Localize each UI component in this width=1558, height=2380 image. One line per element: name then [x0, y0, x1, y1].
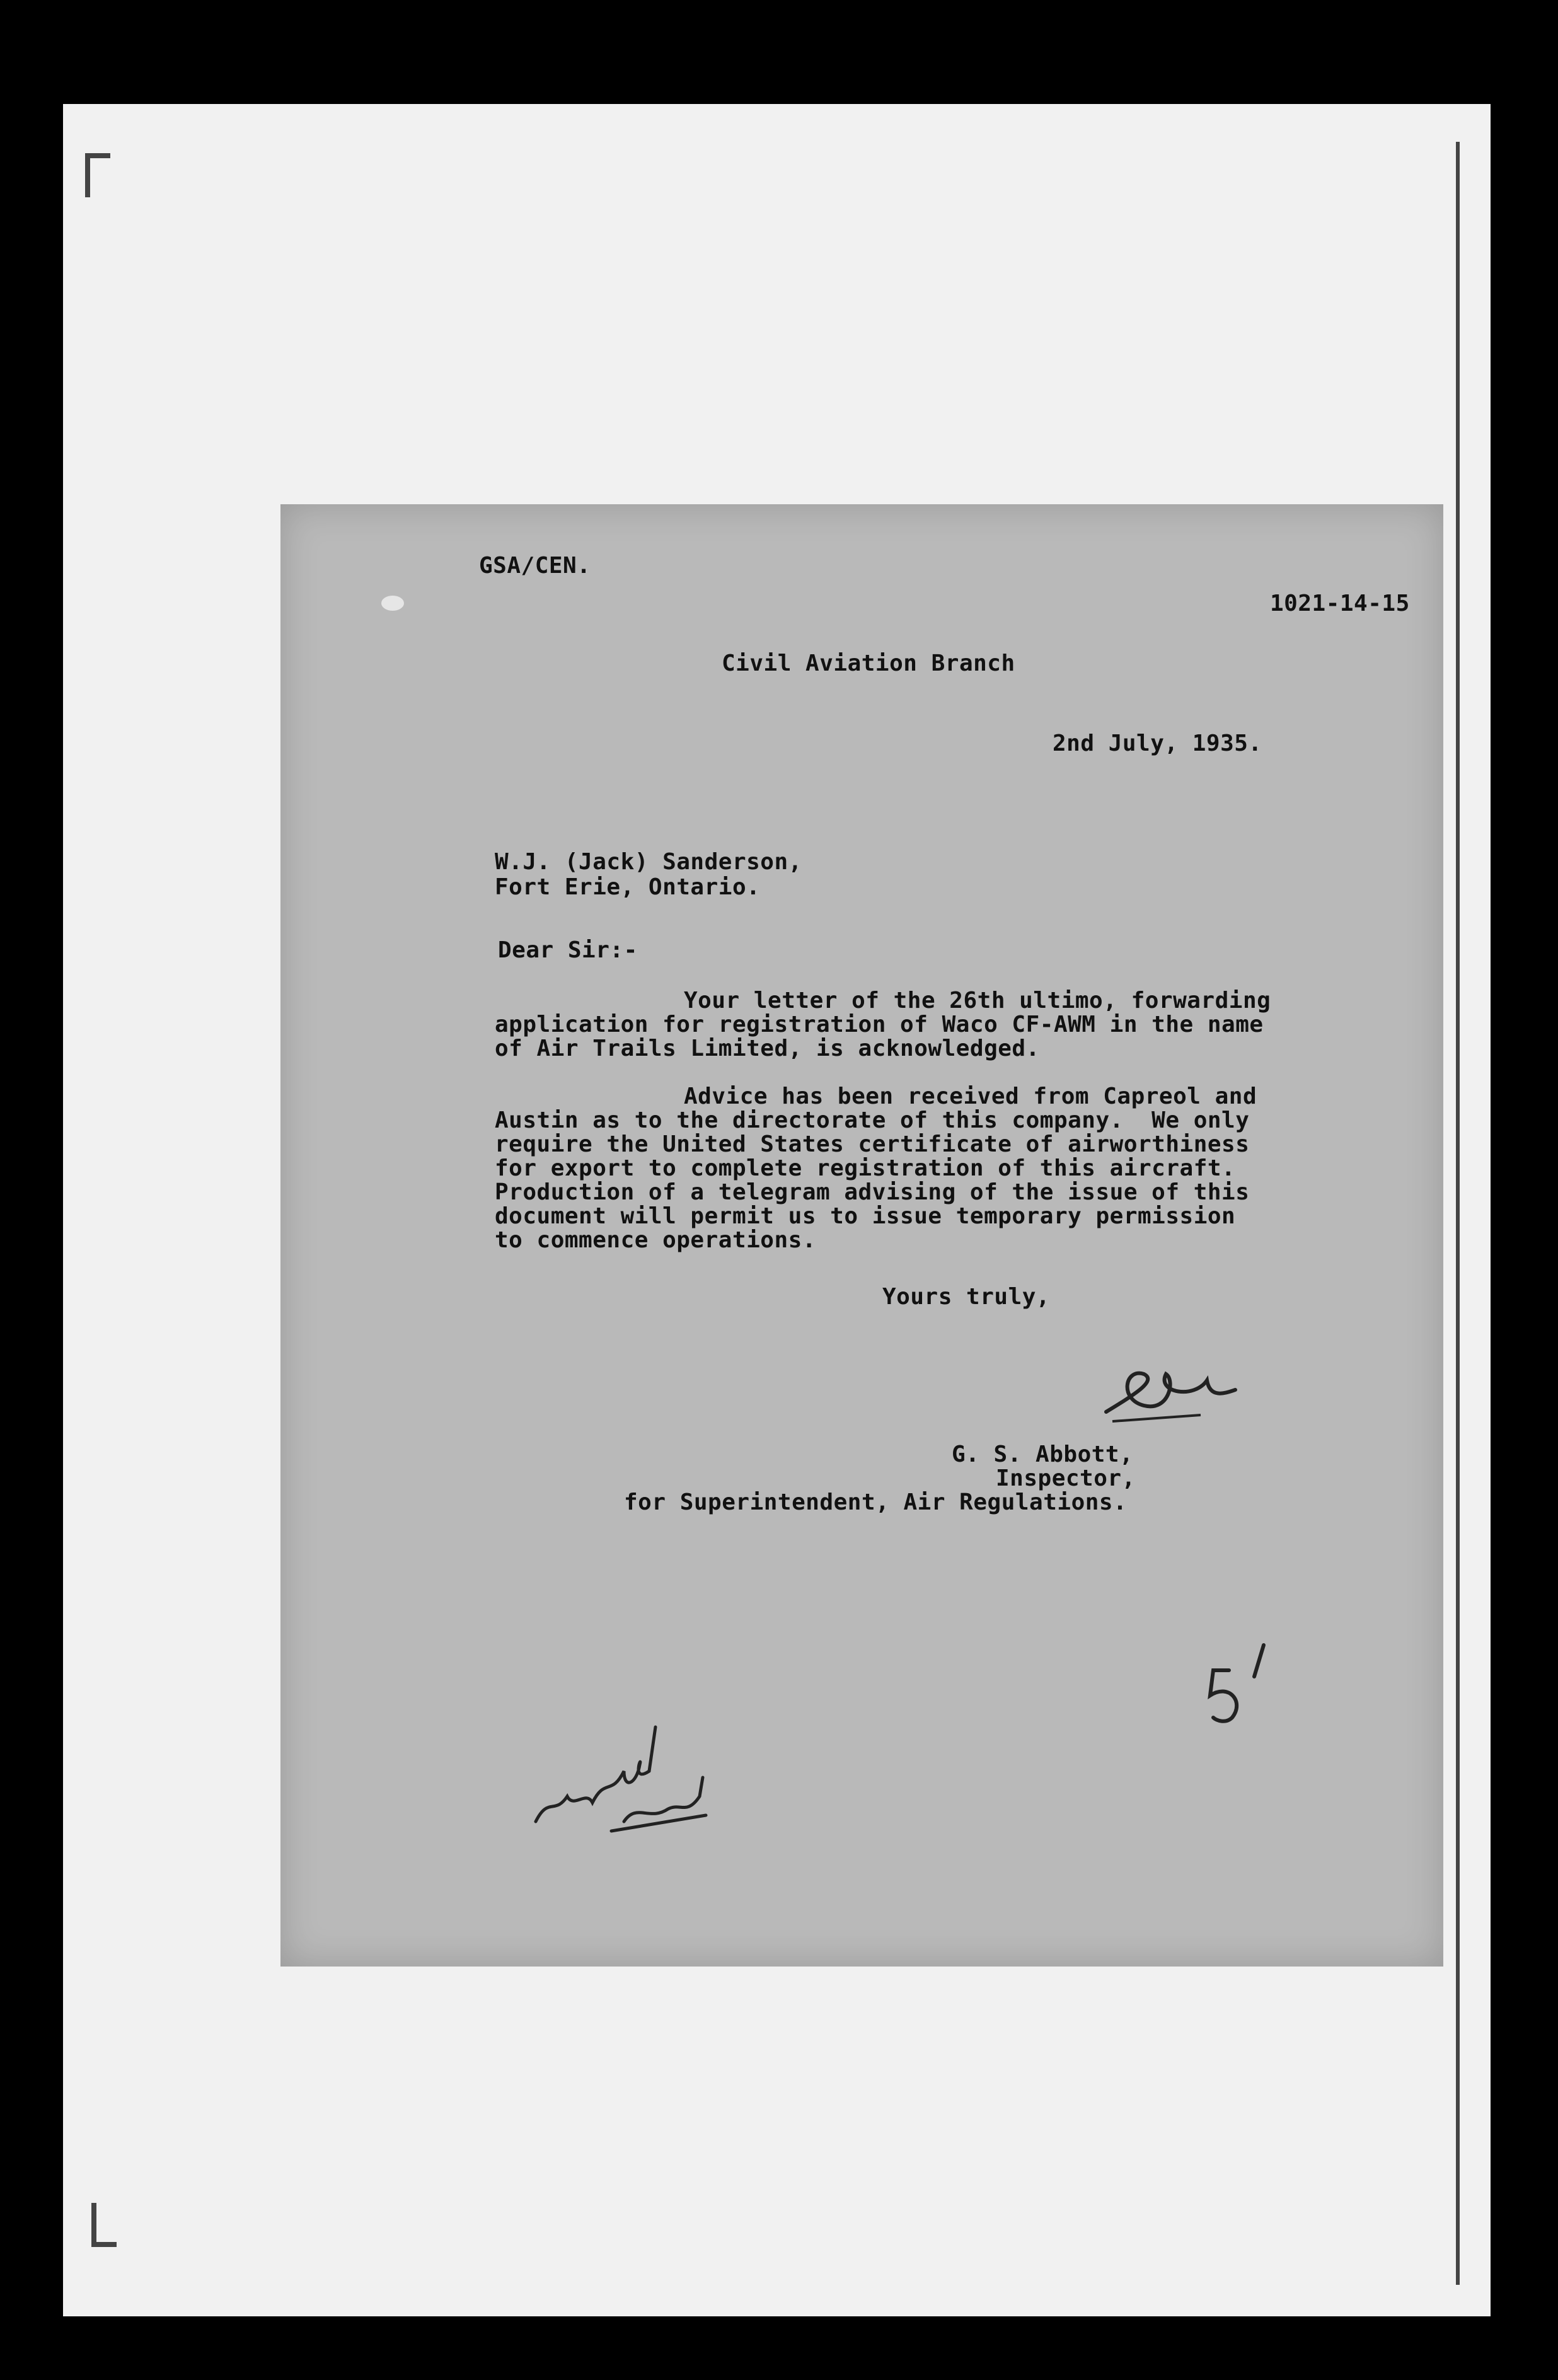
closing: Yours truly,: [882, 1284, 1051, 1310]
salutation: Dear Sir:-: [498, 937, 638, 963]
signature-for: for Superintendent, Air Regulations.: [624, 1489, 1128, 1515]
department-heading: Civil Aviation Branch: [722, 650, 1015, 676]
paragraph2-line-4: for export to complete registration of this aircraft.: [495, 1155, 1236, 1181]
paragraph1-line-1: Your letter of the 26th ultimo, forwarding: [684, 988, 1271, 1014]
addressee-line-2: Fort Erie, Ontario.: [495, 874, 761, 900]
crop-mark-bottom-left: [91, 2203, 96, 2247]
reference-initials: GSA/CEN.: [479, 553, 591, 579]
letter-page: [280, 504, 1443, 1967]
handwritten-signature: [1100, 1355, 1245, 1437]
handwritten-page-number: [1204, 1639, 1292, 1733]
addressee-line-1: W.J. (Jack) Sanderson,: [495, 849, 802, 875]
paragraph2-line-6: document will permit us to issue temporary permission: [495, 1203, 1236, 1229]
letter-date: 2nd July, 1935.: [1053, 731, 1262, 756]
file-number: 1021-14-15: [1270, 591, 1410, 616]
punch-hole: [381, 596, 404, 611]
crop-mark-bottom-left-h: [91, 2242, 117, 2247]
signature-name: G. S. Abbott,: [952, 1441, 1134, 1467]
paragraph1-line-2: application for registration of Waco CF-AWM in the name: [495, 1012, 1264, 1037]
handwritten-note: [529, 1702, 718, 1840]
signature-title: Inspector,: [996, 1465, 1136, 1491]
paragraph2-line-5: Production of a telegram advising of the issue of this: [495, 1179, 1250, 1205]
crop-mark-top-left: [85, 153, 90, 197]
paragraph2-line-7: to commence operations.: [495, 1227, 816, 1253]
paragraph2-line-1: Advice has been received from Capreol and: [684, 1083, 1257, 1109]
paragraph1-line-3: of Air Trails Limited, is acknowledged.: [495, 1036, 1040, 1061]
crop-mark-top-left-h: [85, 153, 110, 158]
crop-mark-right-edge: [1456, 142, 1460, 2285]
paragraph2-line-3: require the United States certificate of airworthiness: [495, 1131, 1250, 1157]
paragraph2-line-2: Austin as to the directorate of this company. We only: [495, 1107, 1250, 1133]
